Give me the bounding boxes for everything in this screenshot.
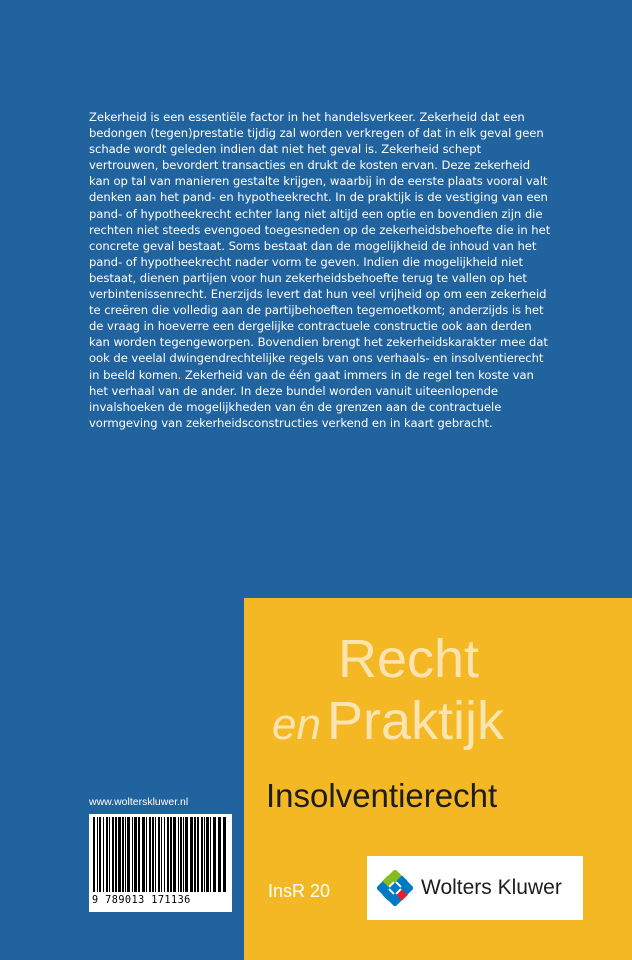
barcode-bar <box>210 817 211 892</box>
barcode-bar <box>146 817 147 892</box>
barcode-bars <box>89 814 232 894</box>
barcode-bar <box>185 817 188 892</box>
series-code: InsR 20 <box>268 881 331 901</box>
barcode-bar <box>149 817 151 892</box>
series-title-en: en <box>272 700 321 749</box>
barcode-bar <box>197 817 199 892</box>
publisher-name: Wolters Kluwer <box>421 876 562 899</box>
barcode-bar <box>173 817 176 892</box>
publisher-logo-box <box>367 856 583 920</box>
barcode-bar <box>93 817 95 892</box>
barcode-bar <box>138 817 140 892</box>
barcode-bar <box>134 817 137 892</box>
barcode-bar <box>161 817 162 892</box>
barcode-bar <box>204 817 205 892</box>
barcode-bar <box>122 817 124 892</box>
barcode-bar <box>118 817 121 892</box>
barcode-bar <box>223 817 226 892</box>
barcode-bar <box>99 817 101 892</box>
series-title-praktijk: Praktijk <box>326 691 504 751</box>
barcode-bar <box>97 817 98 892</box>
barcode-bar <box>112 817 114 892</box>
barcode-bar <box>106 817 108 892</box>
barcode <box>89 814 232 912</box>
barcode-bar <box>183 817 184 892</box>
barcode-bar <box>125 817 126 892</box>
barcode-bar <box>164 817 165 892</box>
subject-title: Insolventierecht <box>266 777 498 814</box>
wolters-kluwer-logo-icon <box>377 870 413 906</box>
series-title-line2 <box>272 690 504 756</box>
series-title-line1: Recht <box>338 629 480 689</box>
barcode-bar <box>194 817 196 892</box>
barcode-bar <box>132 817 133 892</box>
barcode-bar <box>206 817 209 892</box>
barcode-bar <box>178 817 179 892</box>
barcode-bar <box>190 817 193 892</box>
barcode-bar <box>109 817 110 892</box>
barcode-bar <box>218 817 221 892</box>
barcode-bar <box>152 817 154 892</box>
barcode-bar <box>213 817 216 892</box>
blurb-text: Zekerheid is een essentiële factor in het handelsverkeer. Zekerheid dat een bedongen (tegen)prestatie tijdig zal worden verkregen of dat in elk geval geen schade wordt geleden indien dat niet het geval is. Zekerheid schept vertrouwen, bevordert transacties en drukt de kosten ervan. Deze zekerheid kan op tal van manieren gestalte krijgen, waarbij in de eerste plaats vooral valt denken aan het pand- en hypotheekrecht. In de praktijk is de vestiging van een pand- of hypotheekrecht echter lang niet altijd een optie en bovendien zijn die rechten niet steeds evengoed toegesneden op de zekerheidsbehoefte die in het concrete geval bestaat. Soms bestaat dan de mogelijkheid de inhoud van het pand- of hypotheekrecht nader vorm te geven. Indien die mogelijkheid niet bestaat, dienen partijen voor hun zekerheidsbehoefte terug te vallen op het verbintenissenrecht. Enerzijds levert dat hun veel vrijheid op om een zekerheid te creëren die volledig aan de partijbehoeften tegemoetkomt; anderzijds is het de vraag in hoeverre een dergelijke contractuele constructie ook aan derden kan worden tegengeworpen. Bovendien brengt het zekerheidskarakter mee dat ook de veelal dwingendrechtelijke regels van ons verhaals- en insolventierecht in beeld komen. Zekerheid van de één gaat immers in de regel ten koste van het verhaal van de ander. In deze bundel worden vanuit uiteenlopende invalshoeken de mogelijkheden van én de grenzen aan de contractuele vormgeving van zekerheidsconstructies verkend en in kaart gebracht. <box>89 110 551 430</box>
website-url: www.wolterskluwer.nl <box>89 796 189 808</box>
barcode-bar <box>142 817 145 892</box>
barcode-bar <box>201 817 203 892</box>
barcode-bar <box>115 817 117 892</box>
barcode-bar <box>155 817 156 892</box>
barcode-bar <box>103 817 104 892</box>
barcode-bar <box>127 817 130 892</box>
barcode-number: 9 789013 171136 <box>92 895 191 906</box>
barcode-bar <box>170 817 172 892</box>
barcode-bar <box>180 817 182 892</box>
barcode-bar <box>167 817 169 892</box>
barcode-bar <box>158 817 160 892</box>
